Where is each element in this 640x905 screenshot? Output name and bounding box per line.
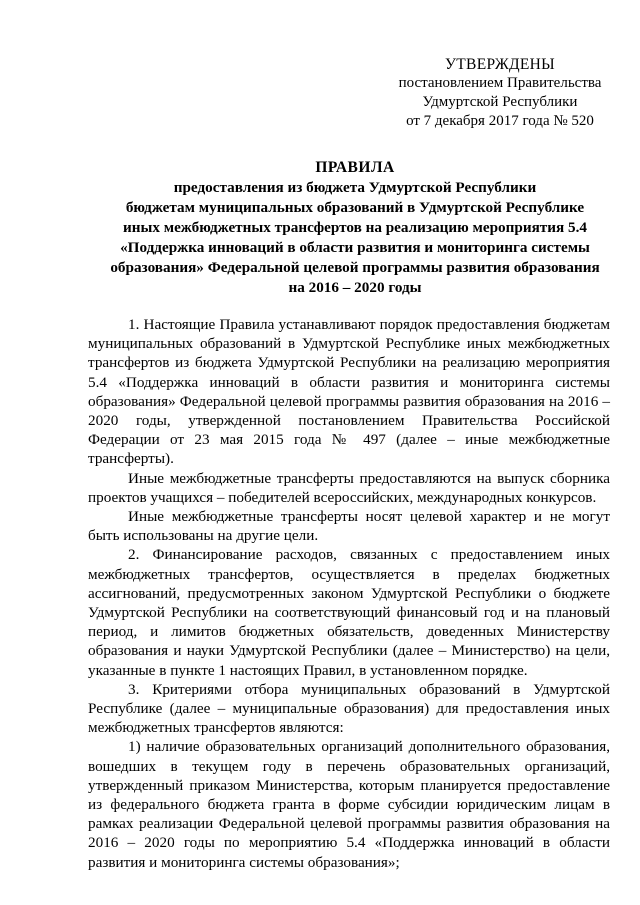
approval-line-1: постановлением Правительства (398, 75, 602, 91)
approval-line-3: от 7 декабря 2017 года № 520 (406, 113, 594, 129)
heading-line-3: иных межбюджетных трансфертов на реализацию мероприятия 5.4 (122, 219, 588, 236)
heading-line-5: образования» Федеральной целевой программы развития образования (110, 259, 600, 276)
heading-line-2: бюджетам муниципальных образований в Удмуртской Республике (125, 199, 585, 216)
paragraph-4: 2. Финансирование расходов, связанных с предоставлением иных межбюджетных трансфертов, осуществляется в пределах бюджетных ассигнований, предусмотренных законом Удмуртской Республики о бюджете Удмуртской Республики на соответствующий финансовый год и на плановый период, и лимитов бюджетных обязательств, доведенных Министерству образования и науки Удмуртской Республики (далее – Министерство) на цели, указанные в пункте 1 настоящих Правил, в установленном порядке. (88, 546, 610, 679)
heading-line-6: на 2016 – 2020 годы (288, 279, 422, 296)
document-body (88, 315, 610, 872)
approval-line-2: Удмуртской Республики (422, 94, 578, 110)
approval-block (380, 55, 620, 131)
paragraph-3: Иные межбюджетные трансферты носят целевой характер и не могут быть использованы на другие цели. (88, 508, 610, 545)
heading-line-1: предоставления из бюджета Удмуртской Республики (173, 179, 537, 196)
heading-line-4: «Поддержка инноваций в области развития и мониторинга системы (120, 239, 590, 256)
heading-main: ПРАВИЛА (315, 159, 395, 176)
paragraph-2: Иные межбюджетные трансферты предоставляются на выпуск сборника проектов учащихся – победителей всероссийских, международных конкурсов. (88, 469, 610, 506)
paragraph-5: 3. Критериями отбора муниципальных образований в Удмуртской Республике (далее – муниципальные образования) для предоставления иных межбюджетных трансфертов являются: (88, 680, 610, 737)
document-heading (95, 158, 615, 298)
paragraph-1: 1. Настоящие Правила устанавливают порядок предоставления бюджетам муниципальных образований в Удмуртской Республике иных межбюджетных трансфертов из бюджета Удмуртской Республики на реализацию мероприятия 5.4 «Поддержка инноваций в области развития и мониторинга системы образования» Федеральной целевой программы развития образования на 2016 – 2020 годы, утвержденной постановлением Правительства Российской Федерации от 23 мая 2015 года № 497 (далее – иные межбюджетные трансферты). (88, 316, 610, 468)
paragraph-6: 1) наличие образовательных организаций дополнительного образования, вошедших в текущем году в перечень образовательных организаций, утвержденный приказом Министерства, которым планируется предоставление из федерального бюджета гранта в форме субсидии юридическим лицам в рамках реализации Федеральной целевой программы развития образования на 2016 – 2020 годы по мероприятию 5.4 «Поддержка инноваций в области развития и мониторинга системы образования»; (88, 738, 610, 871)
approval-title: УТВЕРЖДЕНЫ (445, 56, 555, 73)
